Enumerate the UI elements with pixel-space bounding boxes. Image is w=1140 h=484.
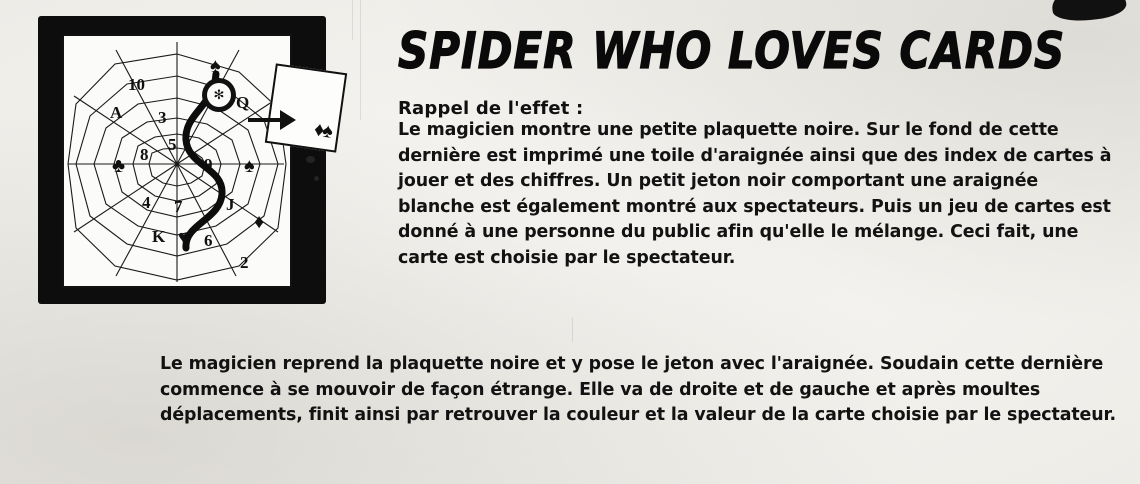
spider-token: [202, 78, 236, 112]
paragraph-effect-recall: [398, 118, 1120, 272]
plaque-face: [62, 34, 292, 288]
index-j: J: [226, 195, 235, 214]
spider-glyph: ✻: [207, 83, 231, 107]
scan-streak: [572, 318, 573, 342]
scan-smudge: [306, 156, 315, 163]
index-4: 4: [142, 193, 151, 212]
card-flap-pips: ♦♠: [312, 118, 333, 143]
index-a: A: [110, 103, 123, 122]
paragraph-spider-moves: [160, 352, 1120, 429]
scan-streak: [360, 0, 361, 120]
pip-spade-right: ♠: [244, 155, 255, 177]
pip-club-left: ♣: [112, 155, 126, 177]
paragraph-2-text: Le magicien reprend la plaquette noire et y pose le jeton avec l'araignée. Soudain cette dernière commence à se mouvoir de façon étrange. Elle va de droite et de gauche et après moultes déplacements, finit ainsi par retrouver la couleur et la valeur de la carte choisie par le spectateur.: [160, 354, 1117, 426]
index-3: 3: [158, 108, 167, 127]
pip-diamond: ♦: [254, 211, 265, 233]
spider-path-trail: [64, 36, 290, 286]
page-title: SPIDER WHO LOVES CARDS: [398, 22, 1066, 80]
scan-smudge: [314, 176, 319, 181]
index-2: 2: [240, 253, 249, 272]
index-10: 10: [128, 75, 145, 94]
index-9: 9: [204, 155, 213, 174]
illustration-spider-plaque: [38, 16, 338, 312]
index-7: 7: [174, 197, 183, 216]
ink-blob-decoration: [1050, 0, 1127, 24]
paragraph-1-text: Le magicien montre une petite plaquette noire. Sur le fond de cette dernière est imprimé une toile d'araignée ainsi que des index de cartes à jouer et des chiffres. Un petit jeton noir comportant une araignée blanche est également montré aux spectateurs. Puis un jeu de cartes est donné à une personne du public afin qu'elle le mélange. Ceci fait, une carte est choisie par le spectateur.: [398, 120, 1112, 268]
pip-spade-top: ♠: [210, 55, 221, 77]
index-k: K: [152, 227, 166, 246]
index-8: 8: [140, 145, 149, 164]
section-subheading: Rappel de l'effet :: [398, 98, 584, 119]
index-6: 6: [204, 231, 213, 250]
index-q: Q: [236, 93, 250, 112]
pointer-arrow-icon: [244, 102, 306, 136]
index-5: 5: [168, 135, 177, 154]
scan-streak: [352, 0, 353, 40]
pip-heart: ♥: [178, 227, 190, 249]
